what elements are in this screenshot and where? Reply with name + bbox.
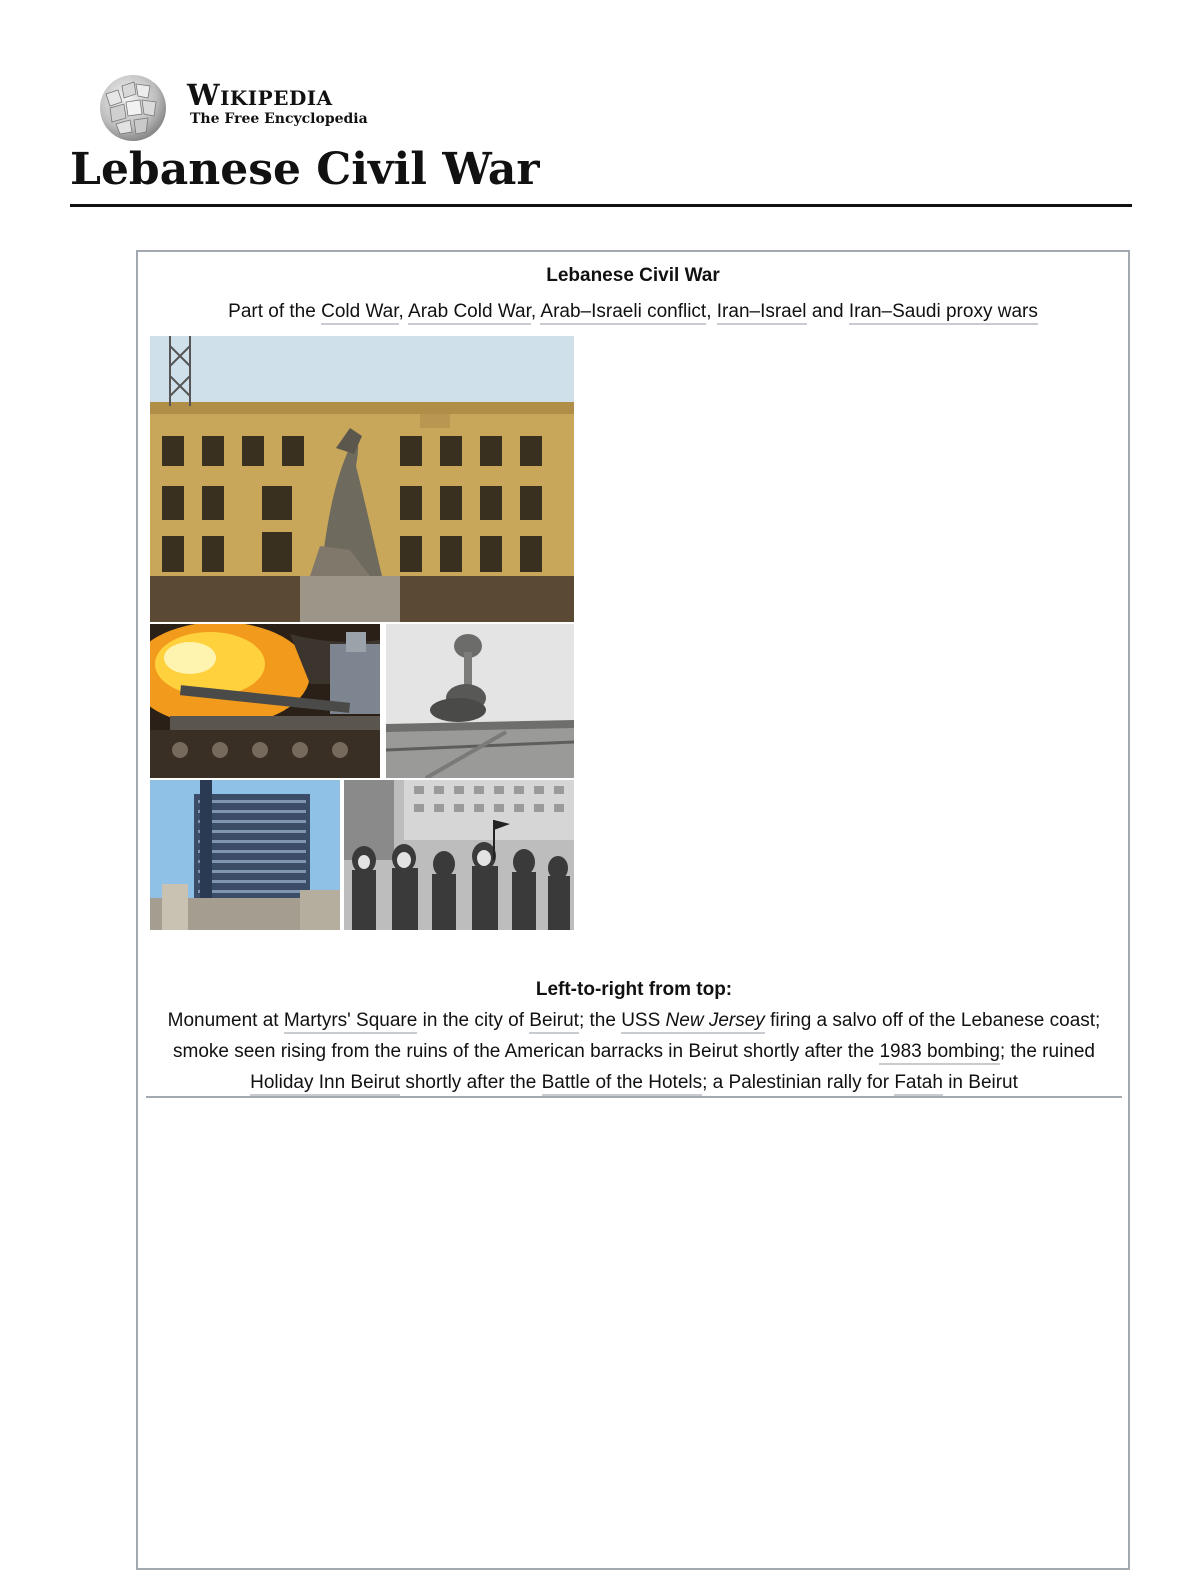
link-battle-of-the-hotels[interactable]: Battle of the Hotels: [542, 1072, 703, 1096]
wikipedia-wordmark[interactable]: [187, 80, 368, 128]
part-of-sep: and: [806, 301, 849, 322]
caption-text: firing a salvo off of the Lebanese coast; smoke seen rising from the ruins of the American barracks in Beirut shortly after the: [173, 1010, 1101, 1062]
photo-montage: [150, 336, 574, 930]
caption-text: in Beirut: [942, 1072, 1018, 1093]
link-martyrs-square[interactable]: Martyrs' Square: [284, 1010, 418, 1034]
link-cold-war[interactable]: Cold War: [321, 301, 398, 325]
link-beirut[interactable]: Beirut: [529, 1010, 579, 1034]
caption-text: ; a Palestinian rally for: [702, 1072, 895, 1093]
caption-text: ; the: [578, 1010, 622, 1031]
part-of-sep: ,: [706, 301, 717, 322]
part-of-prefix: Part of the: [228, 301, 322, 322]
link-arab-israeli-conflict[interactable]: Arab–Israeli conflict: [540, 301, 706, 325]
part-of-sep: ,: [530, 301, 541, 322]
photo-martyrs-square[interactable]: [150, 336, 574, 622]
link-iran-israel[interactable]: Iran–Israel: [717, 301, 807, 325]
caption-text: Monument at: [167, 1010, 284, 1031]
photo-holiday-inn[interactable]: [150, 780, 340, 930]
link-1983-bombing[interactable]: 1983 bombing: [879, 1041, 999, 1065]
photo-fatah-rally[interactable]: [344, 780, 574, 930]
caption-text: shortly after the: [400, 1072, 542, 1093]
caption-text: in the city of: [417, 1010, 530, 1031]
infobox-divider: [146, 1096, 1122, 1098]
wordmark-title: Wikipedia: [187, 78, 333, 112]
link-arab-cold-war[interactable]: Arab Cold War: [408, 301, 531, 325]
link-uss-new-jersey[interactable]: [621, 1010, 765, 1034]
infobox-part-of: [138, 301, 1128, 323]
infobox: [136, 250, 1130, 1570]
link-fatah[interactable]: Fatah: [894, 1072, 943, 1096]
caption-text: ; the ruined: [999, 1041, 1095, 1062]
page-title: Lebanese Civil War: [70, 144, 540, 195]
caption-heading: Left-to-right from top:: [535, 979, 733, 1000]
link-iran-saudi-proxy-wars[interactable]: Iran–Saudi proxy wars: [849, 301, 1038, 325]
part-of-sep: ,: [398, 301, 409, 322]
infobox-title: Lebanese Civil War: [546, 265, 720, 286]
title-divider: [70, 204, 1132, 207]
wordmark-subtitle: The Free Encyclopedia: [190, 111, 368, 127]
link-uss-ship-name: New Jersey: [665, 1010, 765, 1031]
photo-uss-new-jersey[interactable]: [150, 624, 380, 778]
link-uss-prefix: USS: [621, 1010, 666, 1031]
photo-barracks-smoke[interactable]: [386, 624, 574, 778]
link-holiday-inn-beirut[interactable]: Holiday Inn Beirut: [250, 1072, 400, 1096]
montage-caption: [146, 974, 1122, 1098]
wikipedia-globe-icon[interactable]: [96, 72, 170, 142]
